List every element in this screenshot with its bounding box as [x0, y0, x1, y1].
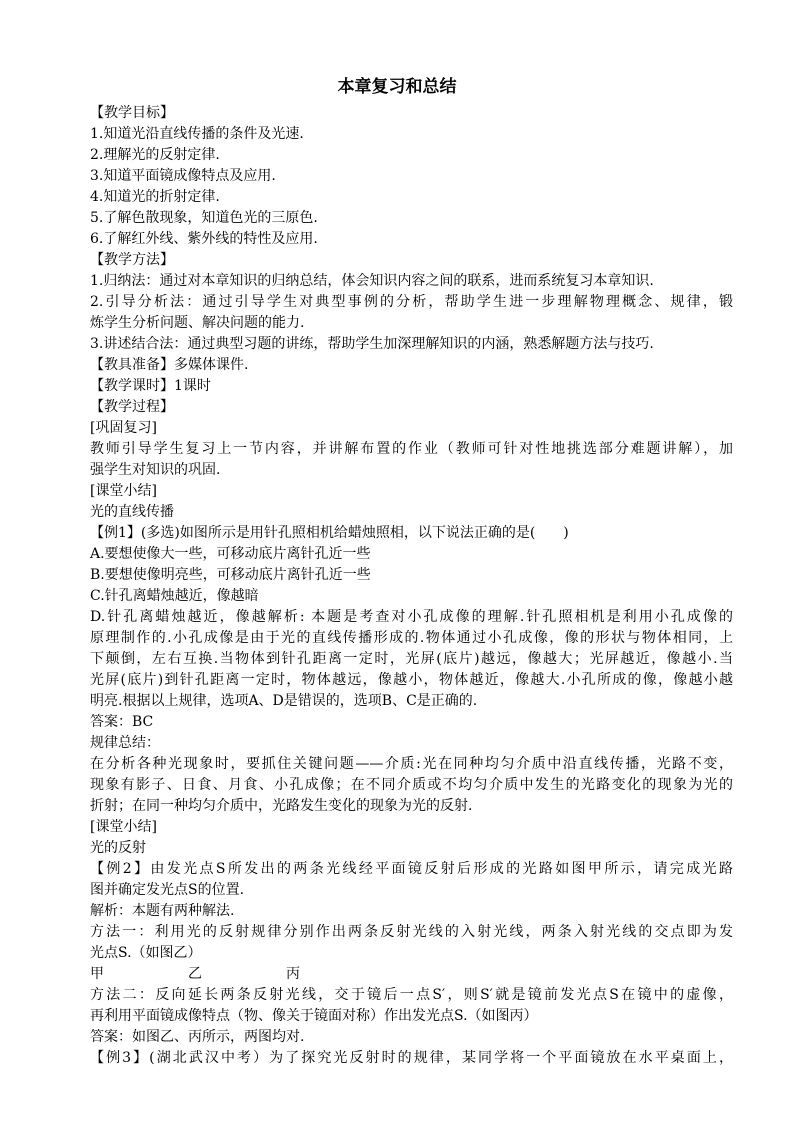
analysis-text: 下颠倒，左右互换.当物体到针孔距离一定时，光屏(底片)越远，像越大；光屏越近，像越小.当 [90, 651, 733, 667]
option-d-analysis: D.针孔离蜡烛越近，像越解析: 本题是考查对小孔成像的理解.针孔照相机是利用小孔成像的 [90, 609, 733, 625]
method-item: 3.讲述结合法：通过典型习题的讲练，帮助学生加深理解知识的内涵，熟悉解题方法与技巧. [90, 336, 654, 352]
method-two: 方法二：反向延长两条反射光线，交于镜后一点S′，则S′就是镜前发光点S在镜中的虚像， [90, 987, 733, 1003]
method-item-continuation: 炼学生分析问题、解决问题的能力. [90, 315, 305, 331]
section-heading-objectives: 【教学目标】 [90, 105, 174, 121]
rule-summary-text: 在分析各种光现象时，要抓住关键问题——介质:光在同种均匀介质中沿直线传播，光路不变， [90, 756, 733, 772]
objective-item: 2.理解光的反射定律. [90, 147, 220, 163]
objective-item: 6.了解红外线、紫外线的特性及应用. [90, 231, 318, 247]
topic-heading: 光的直线传播 [90, 504, 174, 520]
topic-heading: 光的反射 [90, 840, 146, 856]
objective-item: 1.知道光沿直线传播的条件及光速. [90, 126, 304, 142]
document-title: 本章复习和总结 [337, 77, 457, 97]
class-hours: 【教学课时】1课时 [90, 378, 211, 394]
analysis-text: 光屏(底片)到针孔距离一定时，物体越远，像越小，物体越近，像越大.小孔所成的像，像越小越 [90, 672, 733, 688]
answer: 答案：BC [90, 714, 154, 730]
example-question: 【例2】由发光点S所发出的两条光线经平面镜反射后形成的光路如图甲所示，请完成光路 [90, 861, 733, 877]
answer: 答案：如图乙、丙所示，两图均对. [90, 1029, 305, 1045]
option-a: A.要想使像大一些，可移动底片离针孔近一些 [90, 546, 371, 562]
paragraph: 教师引导学生复习上一节内容，并讲解布置的作业（教师可针对性地挑选部分难题讲解），加 [90, 441, 733, 457]
method-two-continuation: 再利用平面镜成像特点（物、像关于镜面对称）作出发光点S.（如图丙） [90, 1008, 538, 1024]
option-c: C.针孔离蜡烛越近，像越暗 [90, 588, 259, 604]
objective-item: 5.了解色散现象，知道色光的三原色. [90, 210, 318, 226]
rule-summary-text: 折射；在同一种均匀介质中，光路发生变化的现象为光的反射. [90, 798, 473, 814]
method-item: 2.引导分析法：通过引导学生对典型事例的分析，帮助学生进一步理解物理概念、规律，锻 [90, 294, 733, 310]
subheading-review: [巩固复习] [90, 420, 157, 436]
objective-item: 4.知道光的折射定律. [90, 189, 220, 205]
rule-summary-heading: 规律总结： [90, 735, 160, 751]
objective-item: 3.知道平面镜成像特点及应用. [90, 168, 276, 184]
example-question-continuation: 图并确定发光点S的位置. [90, 882, 245, 898]
example-question: 【例1】(多选)如图所示是用针孔照相机给蜡烛照相，以下说法正确的是( ) [90, 525, 569, 541]
paragraph-continuation: 强学生对知识的巩固. [90, 462, 221, 478]
analysis-text: 原理制作的.小孔成像是由于光的直线传播形成的.物体通过小孔成像，像的形状与物体相同，上 [90, 630, 733, 646]
rule-summary-text: 现象有影子、日食、月食、小孔成像；在不同介质或不均匀介质中发生的光路变化的现象为光的 [90, 777, 733, 793]
analysis-text: 明亮.根据以上规律，选项A、D是错误的，选项B、C是正确的. [90, 693, 478, 709]
example-question: 【例3】(湖北武汉中考）为了探究光反射时的规律，某同学将一个平面镜放在水平桌面上， [90, 1050, 733, 1066]
figure-labels: 甲 乙 丙 [90, 966, 300, 982]
subheading-summary: [课堂小结] [90, 483, 157, 499]
method-one-continuation: 光点S.（如图乙） [90, 945, 202, 961]
teaching-aids: 【教具准备】多媒体课件. [90, 357, 249, 373]
method-one: 方法一：利用光的反射规律分别作出两条反射光线的入射光线，两条入射光线的交点即为发 [90, 924, 733, 940]
method-item: 1.归纳法：通过对本章知识的归纳总结，体会知识内容之间的联系，进而系统复习本章知识. [90, 273, 654, 289]
analysis-text: 解析：本题有两种解法. [90, 903, 235, 919]
section-heading-methods: 【教学方法】 [90, 252, 174, 268]
subheading-summary: [课堂小结] [90, 819, 157, 835]
option-b: B.要想使像明亮些，可移动底片离针孔近一些 [90, 567, 371, 583]
section-heading-process: 【教学过程】 [90, 399, 174, 415]
